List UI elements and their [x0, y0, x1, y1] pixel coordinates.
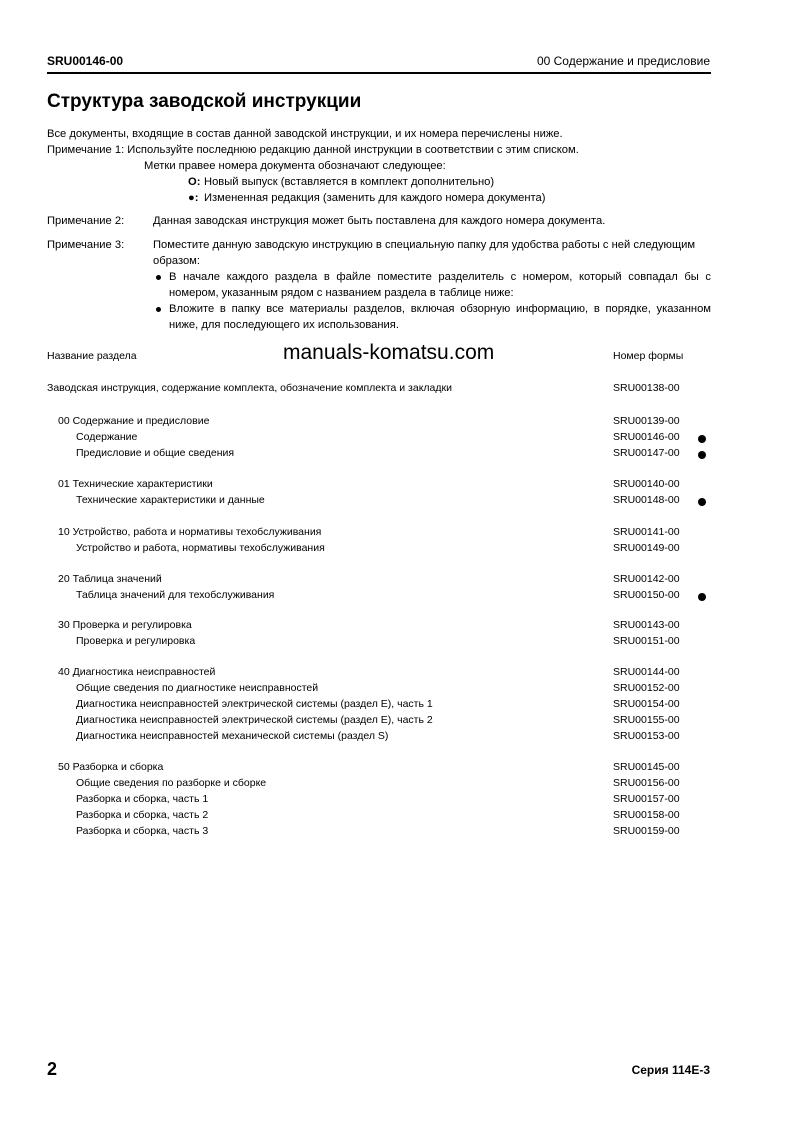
section-name: Общие сведения по диагностике неисправностей	[76, 682, 319, 694]
form-number: SRU00159-00	[613, 825, 680, 837]
revised-mark-icon	[698, 593, 706, 601]
note-3-body	[153, 237, 711, 333]
form-number: SRU00155-00	[613, 714, 680, 726]
filled-circle-icon: ●:	[188, 192, 199, 204]
note-3-text: Поместите данную заводскую инструкцию в специальную папку для удобства работы с ней следующим образом:	[153, 239, 696, 267]
form-number: SRU00147-00	[613, 447, 680, 459]
footer-series: Серия 114E-3	[631, 1063, 710, 1077]
table-row	[0, 573, 794, 589]
table-row	[0, 825, 794, 841]
form-number: SRU00143-00	[613, 619, 680, 631]
revised-mark-icon	[698, 451, 706, 459]
section-name: Таблица значений для техобслуживания	[76, 589, 275, 601]
form-number: SRU00138-00	[613, 382, 680, 394]
section-name: Проверка и регулировка	[76, 635, 196, 647]
form-number: SRU00152-00	[613, 682, 680, 694]
form-number: SRU00142-00	[613, 573, 680, 585]
table-row	[0, 666, 794, 682]
section-name: Разборка и сборка, часть 1	[76, 793, 209, 805]
table-row	[0, 698, 794, 714]
form-number: SRU00157-00	[613, 793, 680, 805]
form-number: SRU00151-00	[613, 635, 680, 647]
note-3-label: Примечание 3:	[47, 239, 125, 251]
form-number: SRU00146-00	[613, 431, 680, 443]
header-divider	[47, 72, 711, 74]
table-row	[0, 619, 794, 635]
section-name: Технические характеристики и данные	[76, 494, 265, 506]
form-number: SRU00149-00	[613, 542, 680, 554]
form-number: SRU00139-00	[613, 415, 680, 427]
watermark: manuals-komatsu.com	[283, 341, 495, 364]
page-title: Структура заводской инструкции	[47, 91, 362, 112]
table-row	[0, 589, 794, 605]
bullet-item: Вложите в папку все материалы разделов, включая обзорную информацию, в порядке, указанном ниже, для последующего их использования.	[153, 301, 711, 333]
form-number: SRU00140-00	[613, 478, 680, 490]
table-row	[0, 714, 794, 730]
table-row	[0, 793, 794, 809]
table-row	[0, 730, 794, 746]
form-number: SRU00153-00	[613, 730, 680, 742]
mark-revised: ●: Измененная редакция (заменить для каждого номера документа)	[188, 192, 546, 204]
form-number: SRU00156-00	[613, 777, 680, 789]
form-number: SRU00148-00	[613, 494, 680, 506]
section-name: Содержание	[76, 431, 138, 443]
table-row	[0, 777, 794, 793]
section-name: 01 Технические характеристики	[58, 478, 213, 490]
note-2-label: Примечание 2:	[47, 215, 125, 227]
form-number: SRU00154-00	[613, 698, 680, 710]
table-row	[0, 478, 794, 494]
table-row	[0, 682, 794, 698]
revised-mark-icon	[698, 435, 706, 443]
table-row	[0, 415, 794, 431]
table-row	[0, 635, 794, 651]
header-doc-number: SRU00146-00	[47, 54, 124, 68]
form-number: SRU00150-00	[613, 589, 680, 601]
table-row	[0, 526, 794, 542]
section-name: Диагностика неисправностей электрической системы (раздел E), часть 2	[76, 714, 433, 726]
section-name: 10 Устройство, работа и нормативы техобслуживания	[58, 526, 322, 538]
page-number: 2	[47, 1059, 58, 1079]
section-name: Разборка и сборка, часть 2	[76, 809, 209, 821]
marks-intro: Метки правее номера документа обозначают следующее:	[144, 160, 446, 172]
section-name: Предисловие и общие сведения	[76, 447, 235, 459]
table-row	[0, 447, 794, 463]
table-row	[0, 431, 794, 447]
column-header-form: Номер формы	[613, 350, 684, 362]
form-number: SRU00141-00	[613, 526, 680, 538]
section-name: Устройство и работа, нормативы техобслуживания	[76, 542, 325, 554]
table-row	[0, 542, 794, 558]
table-row	[0, 809, 794, 825]
section-name: 00 Содержание и предисловие	[58, 415, 210, 427]
open-circle-icon: O:	[188, 176, 201, 188]
section-name: 30 Проверка и регулировка	[58, 619, 192, 631]
note-1-text: Примечание 1: Используйте последнюю редакцию данной инструкции в соответствии с этим списком.	[47, 144, 579, 156]
revised-mark-icon	[698, 498, 706, 506]
column-header-name: Название раздела	[47, 350, 137, 362]
header-section: 00 Содержание и предисловие	[536, 54, 710, 68]
form-number: SRU00144-00	[613, 666, 680, 678]
form-number: SRU00145-00	[613, 761, 680, 773]
table-row	[0, 382, 794, 398]
section-name: Заводская инструкция, содержание комплекта, обозначение комплекта и закладки	[47, 382, 452, 394]
mark-new-issue: O: Новый выпуск (вставляется в комплект дополнительно)	[188, 176, 495, 188]
form-number: SRU00158-00	[613, 809, 680, 821]
table-row	[0, 494, 794, 510]
section-name: 40 Диагностика неисправностей	[58, 666, 216, 678]
section-name: 20 Таблица значений	[58, 573, 162, 585]
section-name: Диагностика неисправностей механической системы (раздел S)	[76, 730, 389, 742]
table-row	[0, 761, 794, 777]
section-name: 50 Разборка и сборка	[58, 761, 164, 773]
section-name: Общие сведения по разборке и сборке	[76, 777, 267, 789]
section-name: Диагностика неисправностей электрической системы (раздел E), часть 1	[76, 698, 433, 710]
intro-text: Все документы, входящие в состав данной заводской инструкции, и их номера перечислены ниже.	[47, 128, 563, 140]
bullet-item: В начале каждого раздела в файле поместите разделитель с номером, который совпадал бы с номером, указанным рядом с названием раздела в таблице ниже:	[153, 269, 711, 301]
note-2-text: Данная заводская инструкция может быть поставлена для каждого номера документа.	[153, 215, 606, 227]
section-name: Разборка и сборка, часть 3	[76, 825, 209, 837]
